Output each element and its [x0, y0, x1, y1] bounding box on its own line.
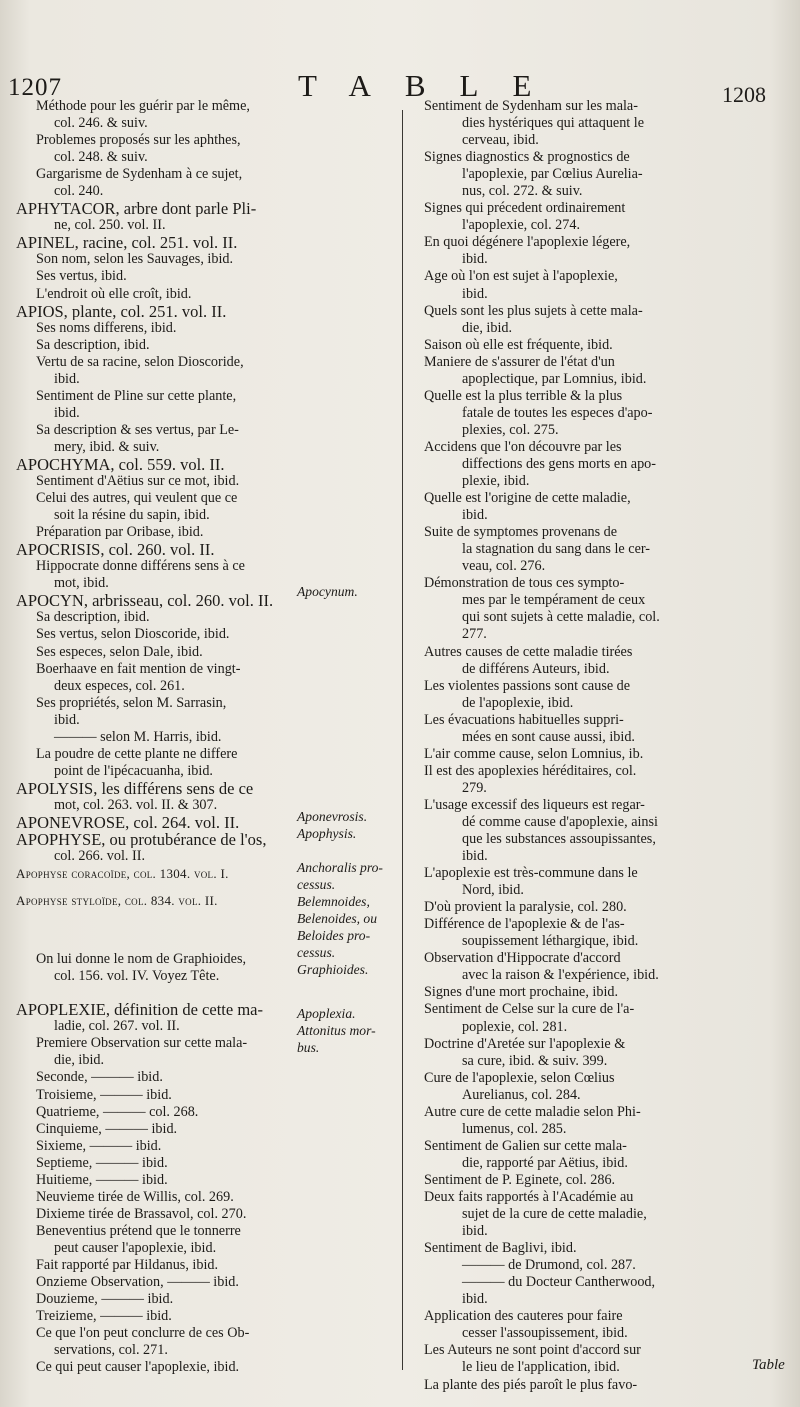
index-entry-line: APINEL, racine, col. 251. vol. II. — [16, 234, 238, 252]
index-entry-line: la stagnation du sang dans le cer- — [462, 541, 651, 558]
index-entry-line: Signes qui précedent ordinairement — [424, 200, 626, 217]
index-entry-line: Problemes proposés sur les aphthes, — [36, 132, 241, 149]
margin-note: cessus. — [297, 877, 336, 892]
index-entry-line: mes par le tempérament de ceux — [462, 592, 646, 609]
index-entry-line: APOPHYSE, ou protubérance de l'os, — [16, 831, 267, 849]
index-entry-line: col. 248. & suiv. — [54, 149, 148, 166]
index-entry-line: ladie, col. 267. vol. II. — [54, 1018, 180, 1035]
index-entry-line: Signes d'une mort prochaine, ibid. — [424, 984, 619, 1001]
index-entry-line: Fait rapporté par Hildanus, ibid. — [36, 1257, 219, 1273]
index-entry-line: APOCRISIS, col. 260. vol. II. — [16, 541, 215, 559]
index-entry-line: mery, ibid. & suiv. — [54, 438, 160, 455]
spacer — [16, 985, 401, 1001]
index-entry-line: Ses especes, selon Dale, ibid. — [36, 643, 203, 660]
index-entry-line: Application des cauteres pour faire — [424, 1308, 623, 1325]
index-entry-line: point de l'ipécacuanha, ibid. — [54, 762, 213, 779]
index-entry-line: Ses noms differens, ibid. — [36, 319, 177, 336]
index-entry-line: veau, col. 276. — [462, 558, 546, 575]
index-entry-line: Doctrine d'Aretée sur l'apoplexie & — [424, 1035, 626, 1052]
index-entry-line: Nord, ibid. — [462, 882, 524, 899]
index-entry-line: avec la raison & l'expérience, ibid. — [462, 967, 659, 984]
index-entry-line: Accidens que l'on découvre par les — [424, 438, 622, 455]
index-entry-line: Sentiment de P. Eginete, col. 286. — [424, 1171, 616, 1188]
index-entry-line: ibid. — [462, 285, 488, 302]
index-entry-line: Sentiment de Pline sur cette plante, — [36, 387, 237, 404]
index-entry-line: deux especes, col. 261. — [54, 677, 185, 694]
index-entry-line: Différence de l'apoplexie & de l'as- — [424, 916, 625, 933]
index-entry-line: sa cure, ibid. & suiv. 399. — [462, 1052, 608, 1069]
margin-note: bus. — [297, 1040, 320, 1055]
index-entry-line: Autre cure de cette maladie selon Phi- — [424, 1103, 641, 1120]
index-entry-line: cerveau, ibid. — [462, 132, 539, 149]
index-entry-line: Celui des autres, qui veulent que ce — [36, 490, 238, 507]
index-entry-line: Observation d'Hippocrate d'accord — [424, 950, 621, 967]
index-entry-line: ibid. — [54, 404, 80, 421]
margin-note: Apoplexia. — [297, 1006, 356, 1021]
page-number-right: 1208 — [722, 82, 766, 107]
index-entry-line: La poudre de cette plante ne differe — [36, 745, 238, 762]
index-entry-line: sujet de la cure de cette maladie, — [462, 1206, 647, 1223]
index-entry-line: Sa description & ses vertus, par Le- — [36, 421, 239, 438]
index-entry-line: Il est des apoplexies héréditaires, col. — [424, 762, 637, 779]
index-entry-line: col. 240. — [54, 183, 104, 200]
index-entry-line: de différens Auteurs, ibid. — [462, 660, 610, 677]
index-entry-line: servations, col. 271. — [54, 1342, 168, 1359]
index-entry-line: Huitieme, ——— ibid. — [36, 1171, 168, 1188]
index-entry-line: La plante des piés paroît le plus favo- — [424, 1376, 638, 1393]
index-entry-line: Cinquieme, ——— ibid. — [36, 1120, 178, 1137]
index-entry-line: Troisieme, ——— ibid. — [36, 1086, 172, 1103]
index-entry-line: Sentiment d'Aëtius sur ce mot, ibid. — [36, 473, 240, 490]
index-entry-line: Préparation par Oribase, ibid. — [36, 524, 204, 541]
index-entry-line: D'où provient la paralysie, col. 280. — [424, 899, 627, 916]
index-entry-line: 277. — [462, 626, 487, 643]
index-entry-line: peut causer l'apoplexie, ibid. — [54, 1239, 217, 1256]
index-entry-line: Ce qui peut causer l'apoplexie, ibid. — [36, 1359, 240, 1376]
left-column — [16, 98, 401, 1376]
index-entry-line: qui sont sujets à cette maladie, col. — [462, 609, 660, 626]
index-entry-line: ibid. — [462, 1223, 488, 1240]
index-entry-line: En quoi dégénere l'apoplexie légere, — [424, 234, 631, 251]
index-entry-line: Boerhaave en fait mention de vingt- — [36, 660, 241, 677]
index-entry-line: Hippocrate donne différens sens à ce — [36, 558, 245, 575]
index-entry-line: Les violentes passions sont cause de — [424, 677, 631, 694]
margin-note: Belemnoides, — [297, 894, 370, 909]
index-entry-line: Sixieme, ——— ibid. — [36, 1137, 162, 1154]
margin-note: Apophysis. — [297, 826, 357, 841]
index-entry-line: le lieu de l'application, ibid. — [462, 1359, 620, 1376]
index-entry-line: lumenus, col. 285. — [462, 1120, 567, 1137]
index-entry-line: soupissement léthargique, ibid. — [462, 933, 639, 950]
index-entry-line: Treizieme, ——— ibid. — [36, 1308, 172, 1325]
index-entry-line: APONEVROSE, col. 264. vol. II. — [16, 813, 240, 832]
index-entry-line: ibid. — [462, 251, 488, 268]
index-entry-line: plexie, ibid. — [462, 473, 530, 490]
page-title: TABLE — [298, 68, 566, 103]
index-entry-line: Vertu de sa racine, selon Dioscoride, — [36, 353, 244, 370]
catchword: Table — [752, 1357, 785, 1373]
index-entry-line: col. 246. & suiv. — [54, 115, 148, 132]
index-entry-line: dé comme cause d'apoplexie, ainsi — [462, 813, 658, 830]
index-entry-line: ne, col. 250. vol. II. — [54, 217, 166, 234]
index-entry-line: Ses vertus, ibid. — [36, 268, 127, 285]
index-entry-line: Neuvieme tirée de Willis, col. 269. — [36, 1188, 234, 1205]
index-entry-line: mot, col. 263. vol. II. & 307. — [54, 796, 218, 813]
column-divider — [402, 110, 403, 1370]
page-number-left: 1207 — [8, 74, 62, 101]
index-entry-line: Apophyse styloïde, col. 834. vol. II. — [16, 893, 218, 909]
index-entry-line: plexies, col. 275. — [462, 421, 559, 438]
index-entry-line: soit la résine du sapin, ibid. — [54, 507, 210, 524]
index-entry-line: diffections des gens morts en apo- — [462, 455, 656, 472]
index-entry-line: l'apoplexie, col. 274. — [462, 217, 580, 234]
margin-note: Aponevrosis. — [297, 809, 368, 824]
index-entry-line: APOLYSIS, les différens sens de ce — [16, 779, 254, 797]
index-entry-line: ibid. — [462, 1291, 488, 1308]
index-entry-line: cesser l'assoupissement, ibid. — [462, 1325, 628, 1342]
index-entry-line: Ses vertus, selon Dioscoride, ibid. — [36, 626, 230, 643]
index-entry-line: apoplectique, par Lomnius, ibid. — [462, 370, 647, 387]
index-entry-line: ——— de Drumond, col. 287. — [462, 1257, 636, 1274]
margin-note: Graphioides. — [297, 962, 369, 977]
index-entry-line: Sentiment de Celse sur la cure de l'a- — [424, 1001, 635, 1018]
margin-note: cessus. — [297, 945, 336, 960]
index-entry-line: L'endroit où elle croît, ibid. — [36, 285, 192, 302]
index-entry-line: que les substances assoupissantes, — [462, 831, 656, 848]
index-entry-line: Démonstration de tous ces sympto- — [424, 575, 625, 592]
index-entry-line: Signes diagnostics & prognostics de — [424, 149, 630, 166]
index-entry-line: de l'apoplexie, ibid. — [462, 694, 574, 711]
index-entry-line: Beneventius prétend que le tonnerre — [36, 1222, 241, 1239]
index-entry-line: Les Auteurs ne sont point d'accord sur — [424, 1342, 641, 1359]
index-entry-line: L'air comme cause, selon Lomnius, ib. — [424, 745, 644, 762]
index-entry-line: APOCYN, arbrisseau, col. 260. vol. II. — [16, 592, 274, 610]
index-entry-line: L'apoplexie est très-commune dans le — [424, 865, 638, 882]
spacer — [16, 882, 401, 892]
index-entry-line: ibid. — [462, 507, 488, 524]
index-entry-line: Aurelianus, col. 284. — [462, 1086, 581, 1103]
index-entry-line: APOCHYMA, col. 559. vol. II. — [16, 455, 225, 474]
index-entry-line: Sa description, ibid. — [36, 609, 150, 626]
index-entry-line: Cure de l'apoplexie, selon Cœlius — [424, 1069, 615, 1086]
index-entry-line: Deux faits rapportés à l'Académie au — [424, 1189, 634, 1205]
index-entry-line: Quelle est la plus terrible & la plus — [424, 387, 623, 404]
index-entry-line: dies hystériques qui attaquent le — [462, 115, 645, 132]
index-entry-line: Les évacuations habituelles suppri- — [424, 711, 624, 728]
index-entry-line: Quels sont les plus sujets à cette mala- — [424, 302, 643, 319]
margin-note: Apocynum. — [297, 584, 358, 599]
index-entry-line: Quelle est l'origine de cette maladie, — [424, 490, 631, 507]
index-entry-line: Age où l'on est sujet à l'apoplexie, — [424, 268, 618, 285]
index-entry-line: ibid. — [462, 848, 488, 865]
index-entry-line: Sentiment de Galien sur cette mala- — [424, 1137, 627, 1154]
right-column — [424, 98, 770, 1394]
index-entry-line: APOPLEXIE, définition de cette ma- — [16, 1001, 263, 1019]
index-entry-line: Maniere de s'assurer de l'état d'un — [424, 353, 615, 370]
index-entry-line: Seconde, ——— ibid. — [36, 1069, 163, 1086]
index-entry-line: l'apoplexie, par Cœlius Aurelia- — [462, 166, 643, 183]
index-entry-line: Saison où elle est fréquente, ibid. — [424, 336, 613, 353]
index-entry-line: col. 156. vol. IV. Voyez Tête. — [54, 968, 220, 985]
index-entry-line: Septieme, ——— ibid. — [36, 1154, 168, 1171]
index-entry-line: col. 266. vol. II. — [54, 848, 146, 865]
index-entry-line: Son nom, selon les Sauvages, ibid. — [36, 251, 234, 268]
index-entry-line: On lui donne le nom de Graphioides, — [36, 951, 247, 968]
index-entry-line: 279. — [462, 779, 487, 796]
index-entry-line: Onzieme Observation, ——— ibid. — [36, 1274, 239, 1291]
margin-note: Beloides pro- — [297, 928, 371, 943]
index-entry-line: Ses propriétés, selon M. Sarrasin, — [36, 694, 227, 711]
index-entry-line: Gargarisme de Sydenham à ce sujet, — [36, 166, 243, 183]
index-entry-line: fatale de toutes les especes d'apo- — [462, 404, 653, 421]
index-entry-line: nus, col. 272. & suiv. — [462, 183, 583, 200]
index-entry-line: poplexie, col. 281. — [462, 1018, 568, 1035]
index-entry-line: Douzieme, ——— ibid. — [36, 1291, 174, 1308]
index-entry-line: Dixieme tirée de Brassavol, col. 270. — [36, 1205, 247, 1222]
index-entry-line: die, rapporté par Aëtius, ibid. — [462, 1154, 628, 1171]
index-entry-line: Suite de symptomes provenans de — [424, 524, 618, 541]
index-entry-line: mées en sont cause aussi, ibid. — [462, 728, 635, 745]
index-entry-line: Premiere Observation sur cette mala- — [36, 1035, 248, 1052]
index-entry-line: APIOS, plante, col. 251. vol. II. — [16, 302, 227, 320]
margin-note: Anchoralis pro- — [297, 860, 383, 875]
index-entry-line: ibid. — [54, 711, 80, 728]
margin-note: Attonitus mor- — [297, 1023, 376, 1038]
index-entry-line: ——— selon M. Harris, ibid. — [54, 728, 222, 745]
index-entry-line: L'usage excessif des liqueurs est regar- — [424, 796, 645, 813]
index-entry-line: Quatrieme, ——— col. 268. — [36, 1103, 199, 1120]
index-entry-line: Sentiment de Sydenham sur les mala- — [424, 98, 638, 114]
index-entry-line: die, ibid. — [462, 319, 513, 336]
index-entry-line: Ce que l'on peut conclurre de ces Ob- — [36, 1325, 250, 1342]
index-entry-line: mot, ibid. — [54, 575, 109, 592]
index-entry-line: Apophyse coracoïde, col. 1304. vol. I. — [16, 866, 229, 882]
index-entry-line: die, ibid. — [54, 1052, 105, 1069]
index-entry-line: Sa description, ibid. — [36, 336, 150, 353]
index-entry-line: Méthode pour les guérir par le même, — [36, 98, 250, 114]
margin-note: Belenoides, ou — [297, 911, 378, 926]
index-entry-line: Autres causes de cette maladie tirées — [424, 643, 633, 660]
index-entry-line: ——— du Docteur Cantherwood, — [462, 1274, 656, 1291]
index-entry-line: ibid. — [54, 370, 80, 387]
index-entry-line: APHYTACOR, arbre dont parle Pli- — [16, 200, 257, 218]
index-entry-line: Sentiment de Baglivi, ibid. — [424, 1240, 577, 1257]
